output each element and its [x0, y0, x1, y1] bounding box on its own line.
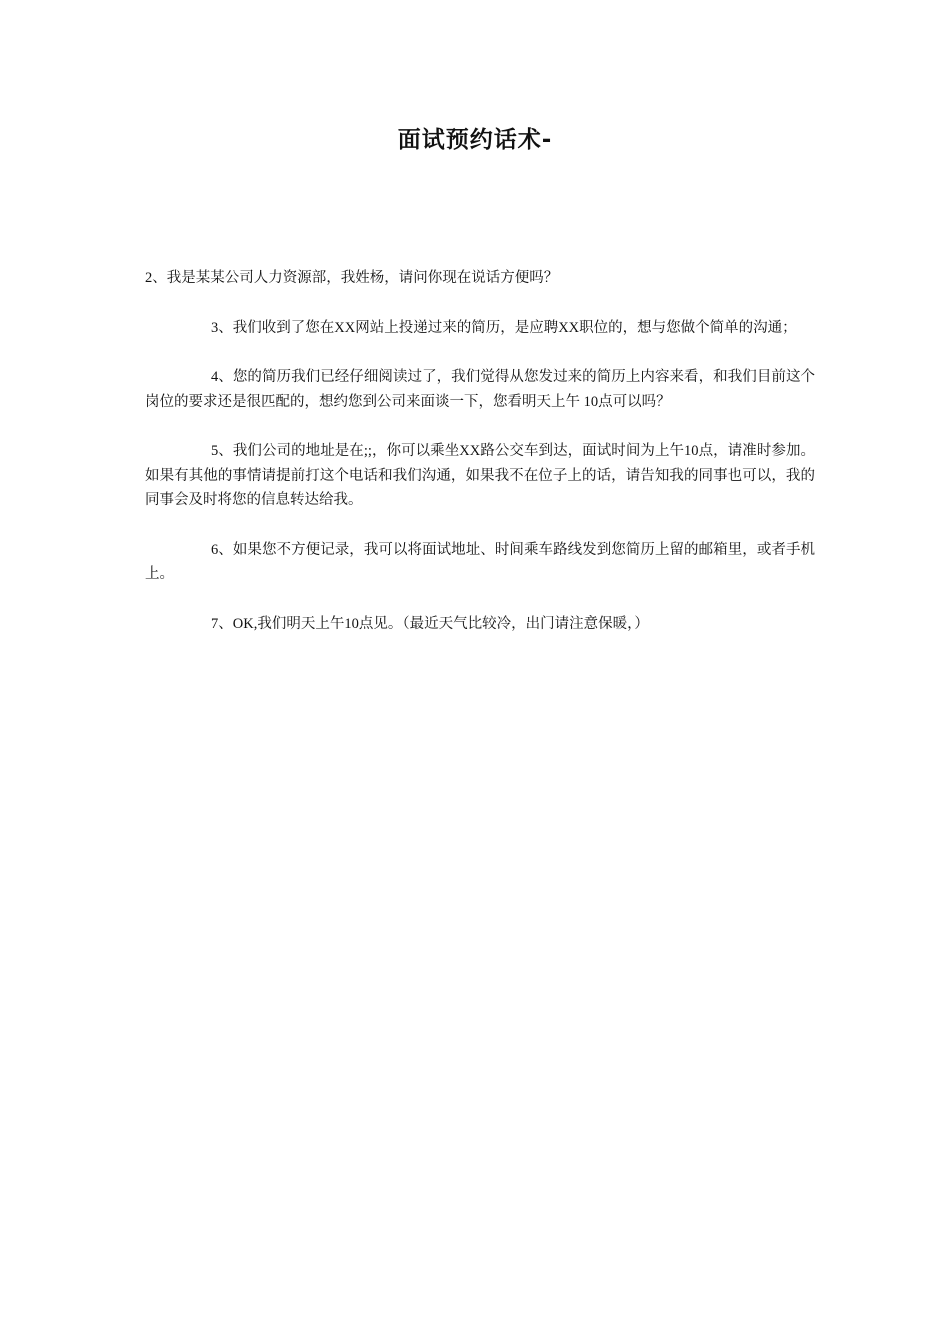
document-title: 面试预约话术- [397, 127, 553, 153]
document-body [145, 266, 815, 661]
paragraph-3: 3、我们收到了您在XX网站上投递过来的简历，是应聘XX职位的，想与您做个简单的沟通； [211, 319, 797, 336]
paragraph-6: 6、如果您不方便记录，我可以将面试地址、时间乘车路线发到您简历上留的邮箱里，或者手机上。 [145, 541, 815, 582]
paragraph-5: 5、我们公司的地址是在;;，你可以乘坐XX路公交车到达，面试时间为上午10点，请准时参加。如果有其他的事情请提前打这个电话和我们沟通，如果我不在位子上的话，请告知我的同事也可以，我的同事会及时将您的信息转达给我。 [145, 443, 815, 508]
paragraph-4: 4、您的简历我们已经仔细阅读过了，我们觉得从您发过来的简历上内容来看，和我们目前这个岗位的要求还是很匹配的，想约您到公司来面谈一下，您看明天上午 10点可以吗？ [145, 369, 815, 410]
paragraph-7: 7、OK,我们明天上午10点见。（最近天气比较冷，出门请注意保暖，） [211, 615, 649, 632]
paragraph-2: 2、我是某某公司人力资源部，我姓杨，请问你现在说话方便吗？ [145, 270, 559, 286]
